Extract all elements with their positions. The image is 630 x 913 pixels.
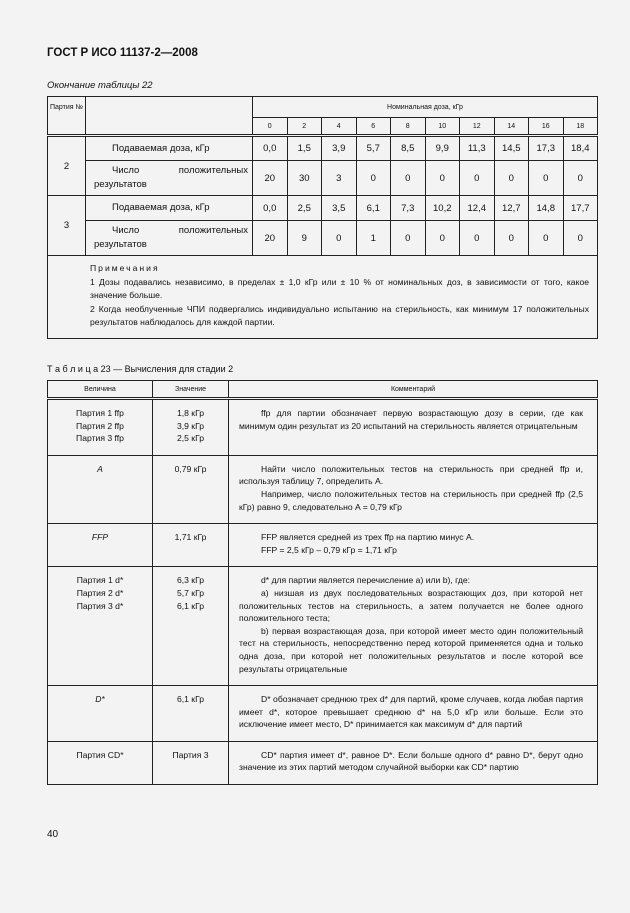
positives-value: 0	[494, 161, 529, 196]
value-cell	[153, 741, 229, 784]
positives-value: 20	[253, 221, 288, 256]
positives-label: Число положительных результатов	[86, 161, 253, 196]
table-row	[48, 196, 598, 221]
dose-value: 6,1	[356, 196, 391, 221]
nominal-dose-cell: 18	[563, 118, 598, 136]
positives-value: 0	[460, 221, 495, 256]
quantity-text: Партия 2 ffp	[76, 420, 124, 431]
comment-paragraph: Например, число положительных тестов на стерильность при средней ffp (2,5 кГр) равно 9, следовательно A = 0,79 кГр	[239, 488, 583, 512]
table-row	[48, 161, 598, 196]
dose-value: 18,4	[563, 136, 598, 161]
dose-value: 2,5	[287, 196, 322, 221]
table22-notes	[48, 256, 598, 339]
quantity-cell	[48, 524, 153, 567]
table-row	[48, 221, 598, 256]
dose-value: 0,0	[253, 136, 288, 161]
positives-value: 0	[529, 161, 564, 196]
comment-paragraph: b) первая возрастающая доза, при которой имеет место один положительный тест на стерильность, непосредственно перед которой применяется одна и только одна доза, при которой нет положительных результатов и после которой все результаты отрицательные	[239, 625, 583, 674]
positives-value: 0	[425, 221, 460, 256]
table23-caption: Т а б л и ц а 23 — Вычисления для стадии 2	[47, 364, 234, 374]
header-value: Значение	[153, 381, 229, 399]
nominal-dose-cell: 2	[287, 118, 322, 136]
header-comment: Комментарий	[229, 381, 598, 399]
comment-paragraph: Найти число положительных тестов на стерильность при средней ffp и, используя таблицу 7, определить A.	[239, 463, 583, 487]
value-text: Партия 3	[172, 749, 209, 760]
dose-value: 9,9	[425, 136, 460, 161]
note-2: 2 Когда необлученные ЧПИ подвергались индивидуально испытанию на стерильность, как минимум 17 положительных результатов наблюдалось для каждой партии.	[90, 303, 589, 327]
table-row	[48, 455, 598, 523]
positives-value: 0	[494, 221, 529, 256]
value-cell	[153, 399, 229, 456]
dose-value: 12,7	[494, 196, 529, 221]
header-batch: Партия №	[48, 97, 86, 136]
value-cell	[153, 567, 229, 686]
value-cell	[153, 524, 229, 567]
table-23	[47, 380, 598, 785]
header-empty	[86, 97, 253, 136]
table-22	[47, 96, 598, 339]
quantity-text: FFP	[91, 532, 109, 543]
comment-paragraph: ffp для партии обозначает первую возрастающую дозу в серии, где как минимум один результат из 20 испытаний на стерильность является отрицательным	[239, 408, 583, 431]
positives-value: 1	[356, 221, 391, 256]
nominal-dose-cell: 6	[356, 118, 391, 136]
quantity-text: Партия 1 d*	[76, 575, 124, 586]
dose-label-text: Подаваемая доза, кГр	[112, 202, 210, 213]
dose-value: 5,7	[356, 136, 391, 161]
dose-label-text: Подаваемая доза, кГр	[112, 142, 210, 154]
table22-caption: Окончание таблицы 22	[47, 80, 153, 91]
positives-value: 0	[563, 161, 598, 196]
dose-value: 17,7	[563, 196, 598, 221]
positives-value: 0	[322, 221, 357, 256]
value-cell	[153, 455, 229, 523]
nominal-dose-cell: 0	[253, 118, 288, 136]
value-text: 1,71 кГр	[174, 532, 207, 543]
positives-value: 30	[287, 161, 322, 196]
table-row	[48, 741, 598, 784]
positives-value: 20	[253, 161, 288, 196]
nominal-dose-cell: 14	[494, 118, 529, 136]
comment-paragraph: D* обозначает среднюю трех d* для партий, кроме случаев, когда любая партия имеет d*, которое превышает среднюю d* на 5,0 кГр или больше. Если это исключение имеет место, D* принимается как максимум d* для партий	[239, 694, 583, 730]
comment-paragraph: FFP является средней из трех ffp на партию минус A.	[261, 532, 475, 543]
header-quantity: Величина	[48, 381, 153, 399]
value-text: 0,79 кГр	[174, 463, 207, 474]
dose-value: 1,5	[287, 136, 322, 161]
batch-number: 3	[48, 196, 86, 256]
notes-title: Примечания	[90, 263, 160, 273]
value-text: 3,9 кГр	[176, 420, 205, 431]
nominal-dose-cell: 10	[425, 118, 460, 136]
dose-value: 17,3	[529, 136, 564, 161]
document-header: ГОСТ Р ИСО 11137-2—2008	[47, 47, 198, 59]
dose-value: 7,3	[391, 196, 426, 221]
quantity-text: Партия CD*	[76, 749, 124, 760]
nominal-dose-cell: 12	[460, 118, 495, 136]
positives-value: 9	[287, 221, 322, 256]
header-nominal-dose: Номинальная доза, кГр	[253, 97, 598, 118]
comment-cell	[229, 399, 598, 456]
positives-label: Число положительных результатов	[86, 221, 253, 256]
positives-value: 0	[563, 221, 598, 256]
positives-value: 0	[391, 161, 426, 196]
positives-value: 0	[391, 221, 426, 256]
value-text: 6,1 кГр	[176, 694, 205, 705]
value-text: 6,1 кГр	[176, 600, 205, 611]
comment-cell	[229, 686, 598, 742]
quantity-text: Партия 3 ffp	[76, 433, 124, 444]
value-text: 2,5 кГр	[176, 433, 205, 444]
batch-number: 2	[48, 136, 86, 196]
comment-paragraph: FFP = 2,5 кГр – 0,79 кГр = 1,71 кГр	[261, 544, 397, 555]
table-row	[48, 399, 598, 456]
comment-cell	[229, 741, 598, 784]
positives-value: 0	[529, 221, 564, 256]
quantity-text: D*	[95, 694, 105, 705]
quantity-text: Партия 2 d*	[76, 587, 124, 598]
table-row	[48, 567, 598, 686]
dose-value: 11,3	[460, 136, 495, 161]
nominal-dose-cell: 16	[529, 118, 564, 136]
quantity-cell	[48, 399, 153, 456]
table-row	[48, 686, 598, 742]
comment-paragraph: a) низшая из двух последовательных возрастающих доз, при которой нет положительных тестов на стерильность, а затем получается не более одного положительного теста;	[239, 587, 583, 624]
nominal-dose-cell: 4	[322, 118, 357, 136]
dose-value: 3,5	[322, 196, 357, 221]
value-text: 6,3 кГр	[176, 575, 205, 586]
comment-cell	[229, 524, 598, 567]
dose-value: 3,9	[322, 136, 357, 161]
positives-value: 0	[460, 161, 495, 196]
quantity-cell	[48, 686, 153, 742]
note-1: 1 Дозы подавались независимо, в пределах ± 1,0 кГр или ± 10 % от номинальных доз, в зависимости от того, какое значение больше.	[90, 276, 589, 300]
nominal-dose-cell: 8	[391, 118, 426, 136]
quantity-text: Партия 1 ffp	[76, 408, 124, 418]
positives-value: 0	[425, 161, 460, 196]
dose-value: 12,4	[460, 196, 495, 221]
quantity-cell	[48, 567, 153, 686]
value-cell	[153, 686, 229, 742]
value-text: 5,7 кГр	[176, 587, 205, 598]
table-row	[48, 136, 598, 161]
comment-paragraph: d* для партии является перечисление a) или b), где:	[261, 575, 471, 586]
table-row	[48, 524, 598, 567]
dose-value: 14,8	[529, 196, 564, 221]
value-text: 1,8 кГр	[176, 408, 205, 418]
positives-value: 0	[356, 161, 391, 196]
dose-value: 10,2	[425, 196, 460, 221]
positives-value: 3	[322, 161, 357, 196]
dose-label	[86, 136, 253, 161]
dose-value: 8,5	[391, 136, 426, 161]
quantity-text: Партия 3 d*	[76, 600, 124, 611]
page-number: 40	[47, 829, 59, 840]
comment-paragraph: CD* партия имеет d*, равное D*. Если больше одного d* равно D*, берут одно значение из этих партий методом случайной выборки как CD* партию	[239, 749, 583, 773]
dose-value: 14,5	[494, 136, 529, 161]
quantity-text: A	[97, 463, 103, 474]
comment-cell	[229, 567, 598, 686]
dose-value: 0,0	[253, 196, 288, 221]
dose-label	[86, 196, 253, 221]
quantity-cell	[48, 455, 153, 523]
quantity-cell	[48, 741, 153, 784]
comment-cell	[229, 455, 598, 523]
